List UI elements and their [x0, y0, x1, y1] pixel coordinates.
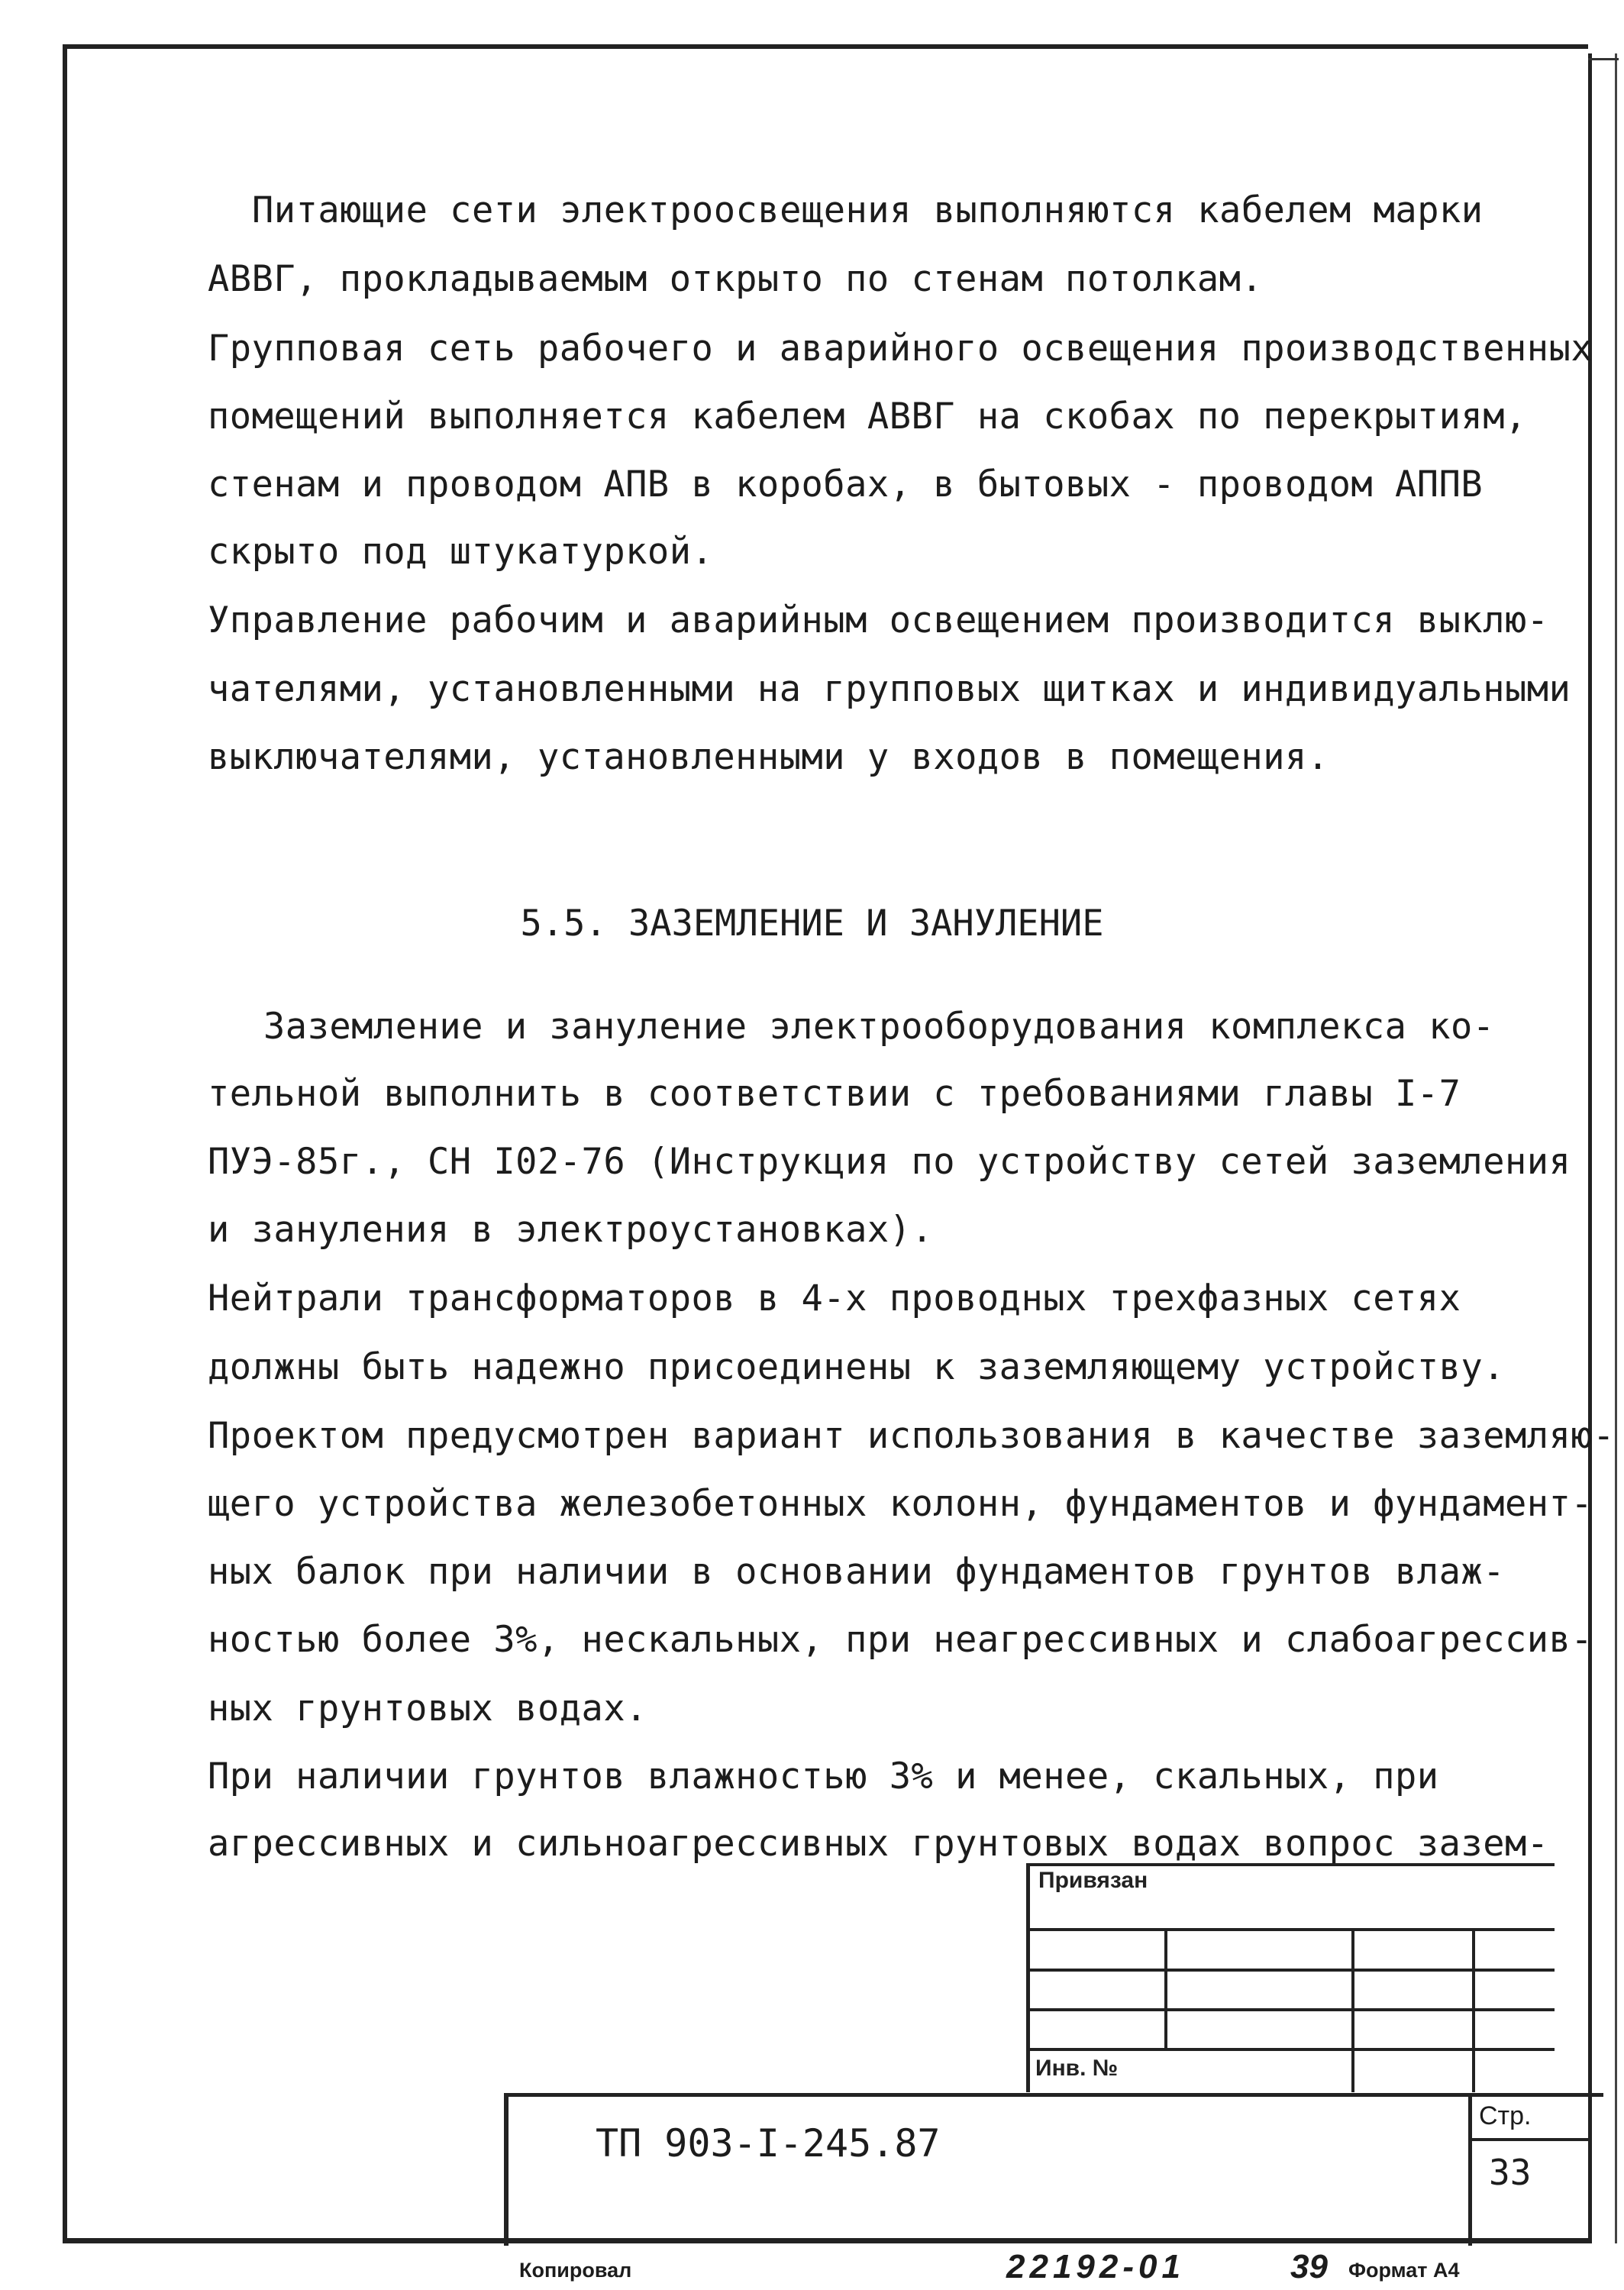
text-line: тельной выполнить в соответствии с требованиями главы I-7 — [208, 1073, 1461, 1115]
stamp-col-divider — [1164, 1928, 1167, 2049]
order-number: 22192-01 — [1006, 2248, 1185, 2285]
text-line: щего устройства железобетонных колонн, фундаментов и фундамент- — [208, 1483, 1593, 1525]
text-line: ных балок при наличии в основании фундаментов грунтов влаж- — [208, 1551, 1505, 1593]
text-line: выключателями, установленными у входов в помещения. — [208, 736, 1329, 778]
stamp-col-divider — [1351, 1928, 1354, 2092]
text-line: ПУЭ-85г., СН I02-76 (Инструкция по устройству сетей заземления — [208, 1141, 1571, 1183]
page-frame-right-edge — [1588, 53, 1594, 2243]
text-line: чателями, установленными на групповых щитках и индивидуальными — [208, 668, 1571, 710]
format-label: Формат А4 — [1348, 2259, 1460, 2282]
page-frame-outer-edge — [1615, 53, 1618, 2243]
text-line: помещений выполняется кабелем АВВГ на скобах по перекрытиям, — [208, 396, 1527, 438]
inv-number-label: Инв. № — [1035, 2056, 1119, 2081]
page-cell-divider — [1468, 2138, 1590, 2141]
text-line: скрыто под штукатуркой. — [208, 531, 714, 573]
title-block — [504, 2093, 1603, 2246]
stamp-row-divider — [1026, 1969, 1555, 1972]
text-line: При наличии грунтов влажностью 3% и менее, скальных, при — [208, 1755, 1439, 1797]
page-number: 33 — [1489, 2152, 1532, 2193]
page-frame-top-extension — [1588, 58, 1619, 60]
document-code: ТП 903-I-245.87 — [596, 2121, 941, 2166]
stamp-row-divider — [1026, 1928, 1555, 1931]
sheet-number: 39 — [1290, 2248, 1328, 2285]
title-block-divider — [1468, 2093, 1472, 2246]
privyazan-label: Привязан — [1038, 1868, 1148, 1893]
text-line: агрессивных и сильноагрессивных грунтовых водах вопрос зазем- — [208, 1823, 1549, 1865]
text-line: Заземление и зануление электрооборудования комплекса ко- — [263, 1006, 1495, 1048]
page-label: Стр. — [1479, 2101, 1532, 2130]
text-line: Питающие сети электроосвещения выполняются кабелем марки — [252, 189, 1484, 231]
stamp-row-divider — [1026, 2048, 1555, 2051]
section-heading: 5.5. ЗАЗЕМЛЕНИЕ И ЗАНУЛЕНИЕ — [520, 903, 1104, 945]
stamp-row-divider — [1026, 2008, 1555, 2011]
copied-by-label: Копировал — [519, 2259, 632, 2282]
text-line: и зануления в электроустановках). — [208, 1209, 934, 1251]
text-line: должны быть надежно присоединены к заземляющему устройству. — [208, 1346, 1505, 1388]
text-line: Управление рабочим и аварийным освещением производится выклю- — [208, 599, 1549, 641]
stamp-col-divider — [1472, 1928, 1475, 2092]
text-line: АВВГ, прокладываемым открыто по стенам потолкам. — [208, 258, 1264, 300]
text-line: Проектом предусмотрен вариант использования в качестве заземляю- — [208, 1415, 1615, 1457]
text-line: Групповая сеть рабочего и аварийного освещения производственных — [208, 328, 1593, 370]
text-line: Нейтрали трансформаторов в 4-х проводных трехфазных сетях — [208, 1277, 1461, 1319]
text-line: ных грунтовых водах. — [208, 1688, 647, 1730]
text-line: ностью более 3%, нескальных, при неагрессивных и слабоагрессив- — [208, 1619, 1593, 1661]
text-line: стенам и проводом АПВ в коробах, в бытовых - проводом АППВ — [208, 463, 1484, 505]
